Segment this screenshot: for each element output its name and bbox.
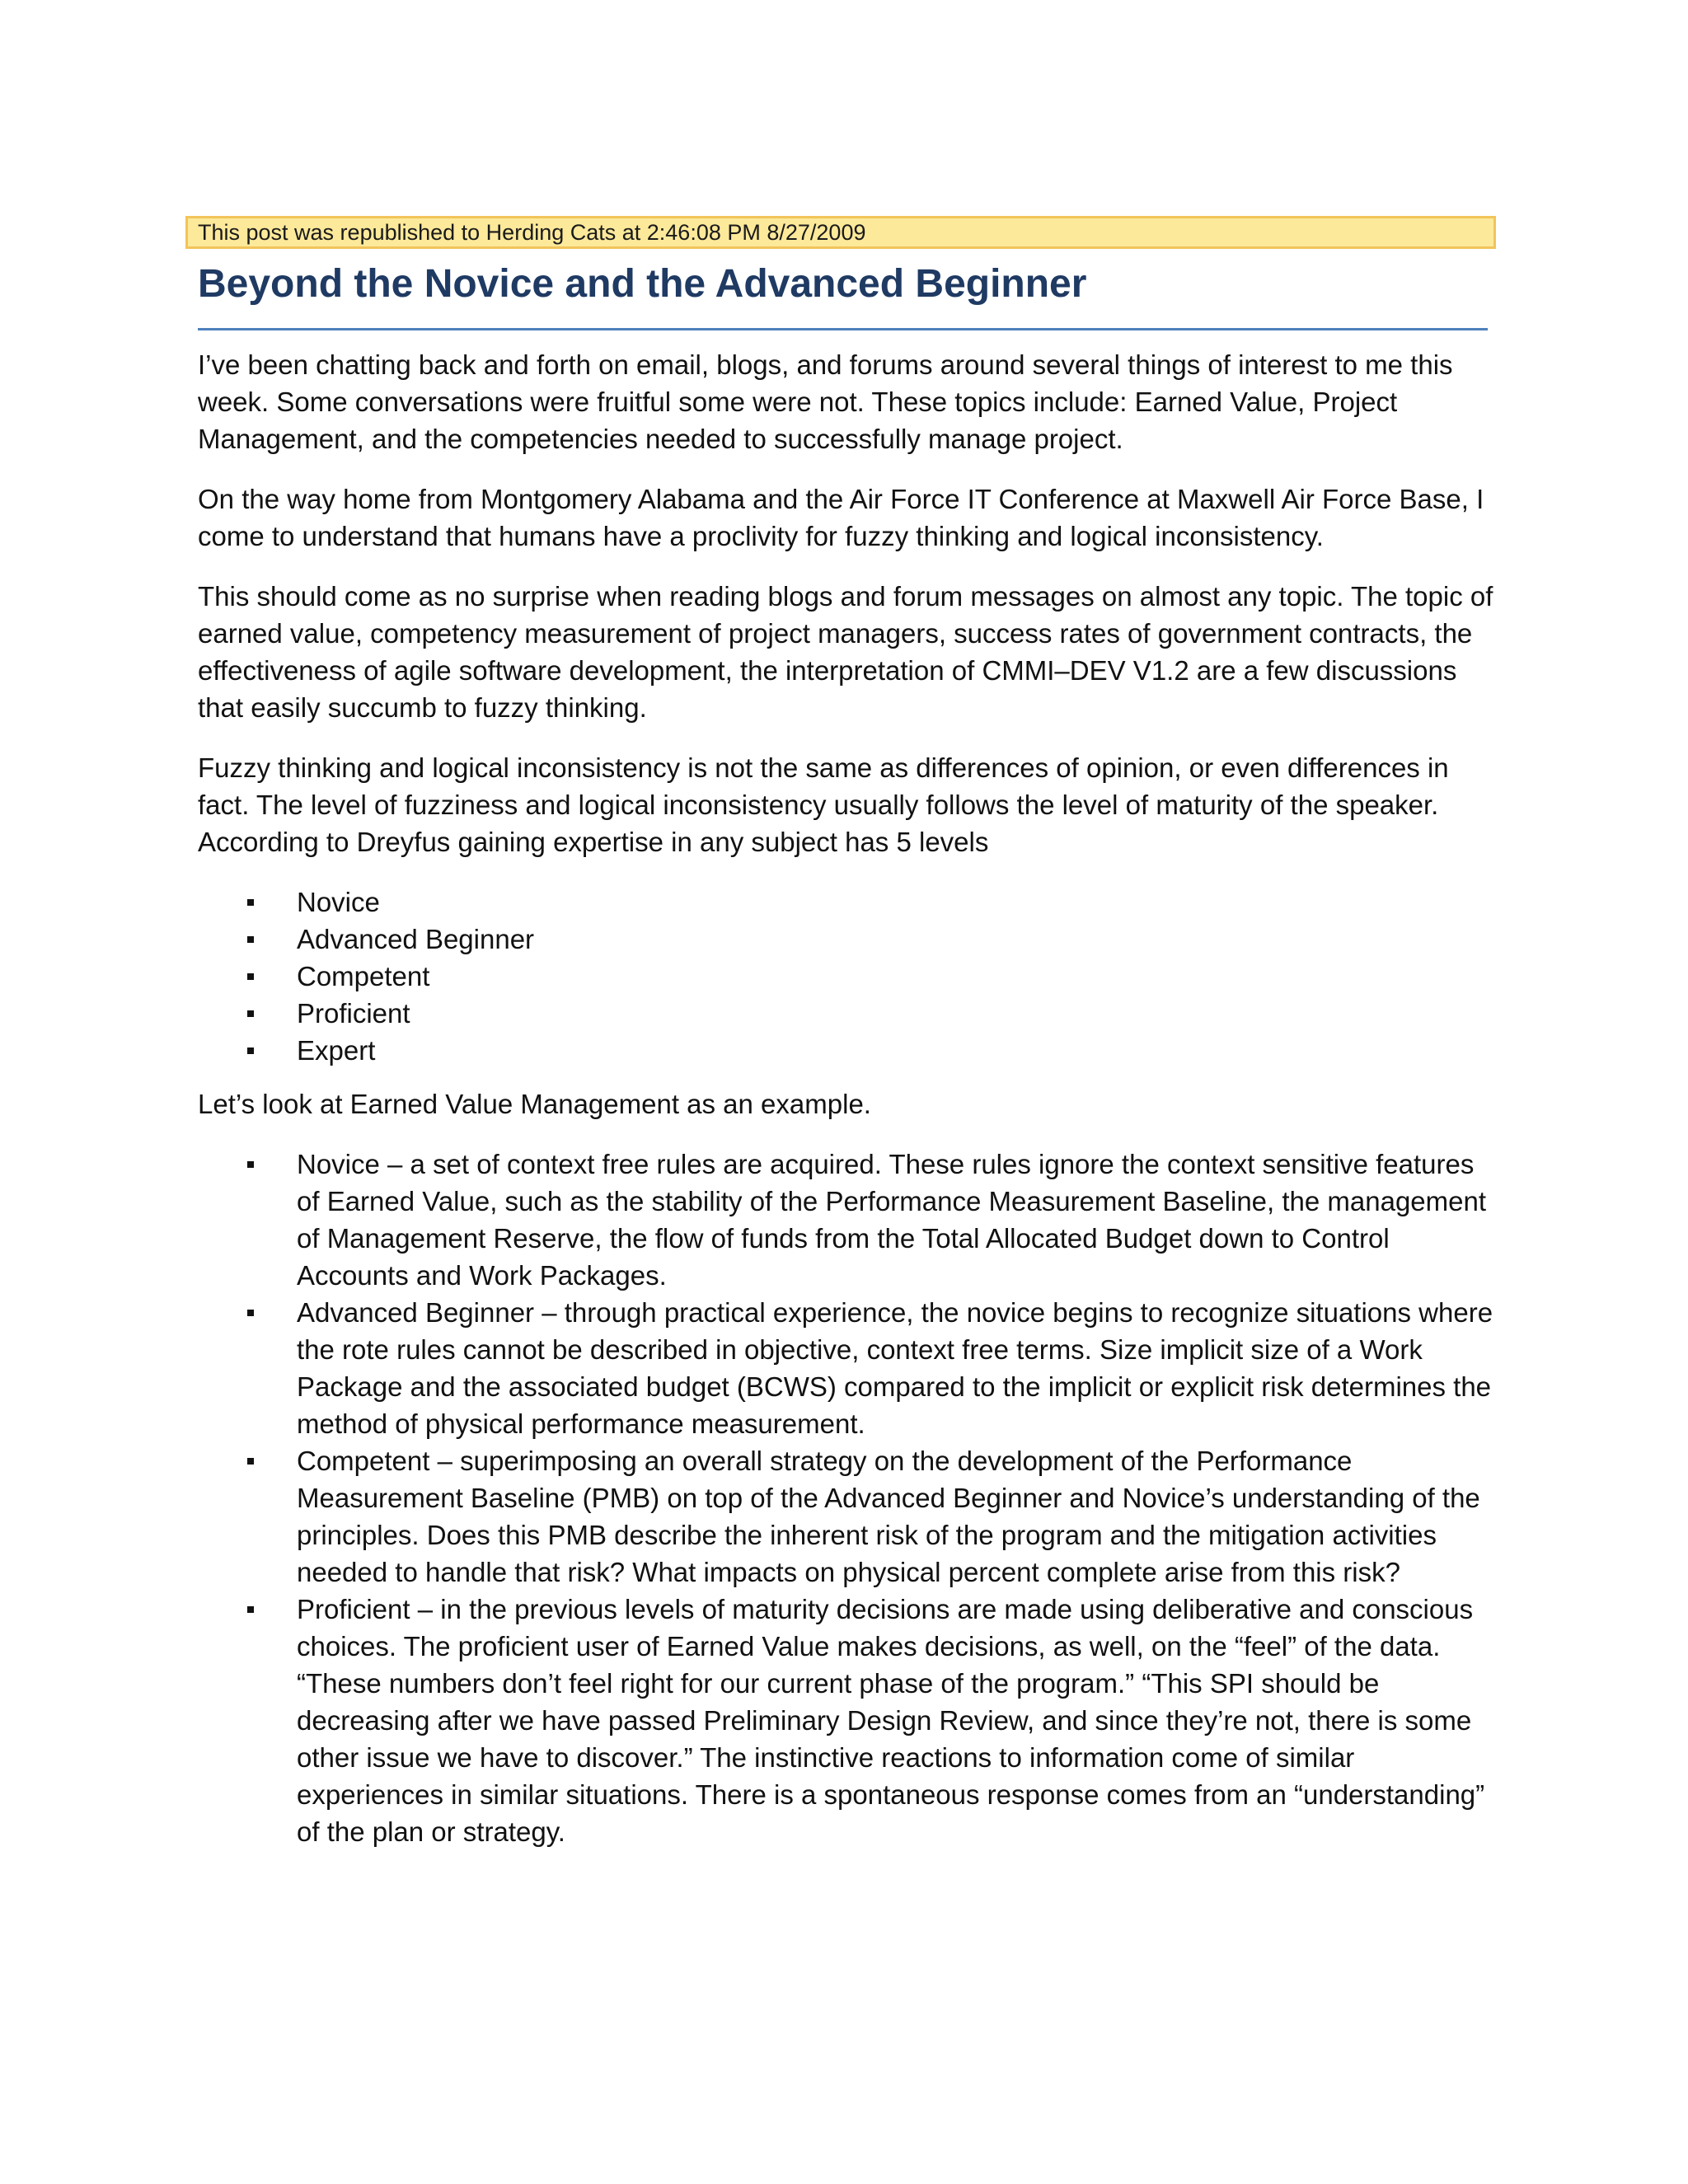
list-item — [297, 1294, 1500, 1442]
bullet-icon — [247, 1047, 254, 1054]
list-item-text: Advanced Beginner — [297, 924, 535, 954]
post-body — [198, 346, 1500, 1862]
bullet-icon — [247, 1606, 254, 1613]
list-item-text: Competent — [297, 961, 430, 991]
bullet-icon — [247, 973, 254, 980]
list-item-text: Advanced Beginner – through practical experience, the novice begins to recognize situations where the rote rules cannot be described in objective, context free terms. Size implicit size of a Work Package and the associated budget (BCWS) compared to the implicit or explicit risk determines the method of physical performance measurement. — [297, 1297, 1493, 1439]
list-item — [297, 921, 1500, 958]
republish-notice: This post was republished to Herding Cats at 2:46:08 PM 8/27/2009 — [185, 216, 1496, 249]
list-item-text: Novice – a set of context free rules are acquired. These rules ignore the context sensitive features of Earned Value, such as the stability of the Performance Measurement Baseline, the management of Management Reserve, the flow of funds from the Total Allocated Budget down to Control Accounts and Work Packages. — [297, 1149, 1487, 1291]
list-item-text: Competent – superimposing an overall strategy on the development of the Performance Measurement Baseline (PMB) on top of the Advanced Beginner and Novice’s understanding of the principles. Does this PMB describe the inherent risk of the program and the mitigation activities needed to handle that risk? What impacts on physical percent complete arise from this risk? — [297, 1446, 1480, 1587]
paragraph: This should come as no surprise when reading blogs and forum messages on almost any topic. The topic of earned value, competency measurement of project managers, success rates of government contracts, the effectiveness of agile software development, the interpretation of CMMI–DEV V1.2 are a few discussions that easily succumb to fuzzy thinking. — [198, 581, 1493, 723]
level-details-list — [198, 1146, 1500, 1850]
bullet-icon — [247, 936, 254, 943]
list-item — [297, 958, 1500, 995]
list-item — [297, 1032, 1500, 1069]
dreyfus-levels-list — [198, 883, 1500, 1069]
title-divider — [198, 328, 1488, 330]
paragraph: On the way home from Montgomery Alabama and the Air Force IT Conference at Maxwell Air Force Base, I come to understand that humans have a proclivity for fuzzy thinking and logical inconsistency. — [198, 484, 1484, 551]
bullet-icon — [247, 899, 254, 906]
list-item — [297, 883, 1500, 921]
bullet-icon — [247, 1458, 254, 1465]
list-item-text: Expert — [297, 1035, 376, 1066]
list-item — [297, 1442, 1500, 1591]
bullet-icon — [247, 1010, 254, 1017]
list-item — [297, 995, 1500, 1032]
example-intro: Let’s look at Earned Value Management as an example. — [198, 1089, 871, 1119]
bullet-icon — [247, 1310, 254, 1316]
list-item-text: Proficient — [297, 998, 410, 1029]
bullet-icon — [247, 1161, 254, 1168]
list-item — [297, 1591, 1500, 1850]
list-item-text: Proficient – in the previous levels of maturity decisions are made using deliberative and conscious choices. The proficient user of Earned Value makes decisions, as well, on the “feel” of the data. “These numbers don’t feel right for our current phase of the program.” “This SPI should be decreasing after we have passed Preliminary Design Review, and since they’re not, there is some other issue we have to discover.” The instinctive reactions to information come of similar experiences in similar situations. There is a spontaneous response comes from an “understanding” of the plan or strategy. — [297, 1594, 1485, 1847]
list-item-text: Novice — [297, 887, 380, 917]
paragraph: Fuzzy thinking and logical inconsistency is not the same as differences of opinion, or even differences in fact. The level of fuzziness and logical inconsistency usually follows the level of maturity of the speaker. According to Dreyfus gaining expertise in any subject has 5 levels — [198, 752, 1449, 857]
paragraph: I’ve been chatting back and forth on email, blogs, and forums around several things of interest to me this week. Some conversations were fruitful some were not. These topics include: Earned Value, Project Management, and the competencies needed to successfully manage project. — [198, 349, 1453, 454]
list-item — [297, 1146, 1500, 1294]
post-title: Beyond the Novice and the Advanced Beginner — [198, 262, 1087, 306]
